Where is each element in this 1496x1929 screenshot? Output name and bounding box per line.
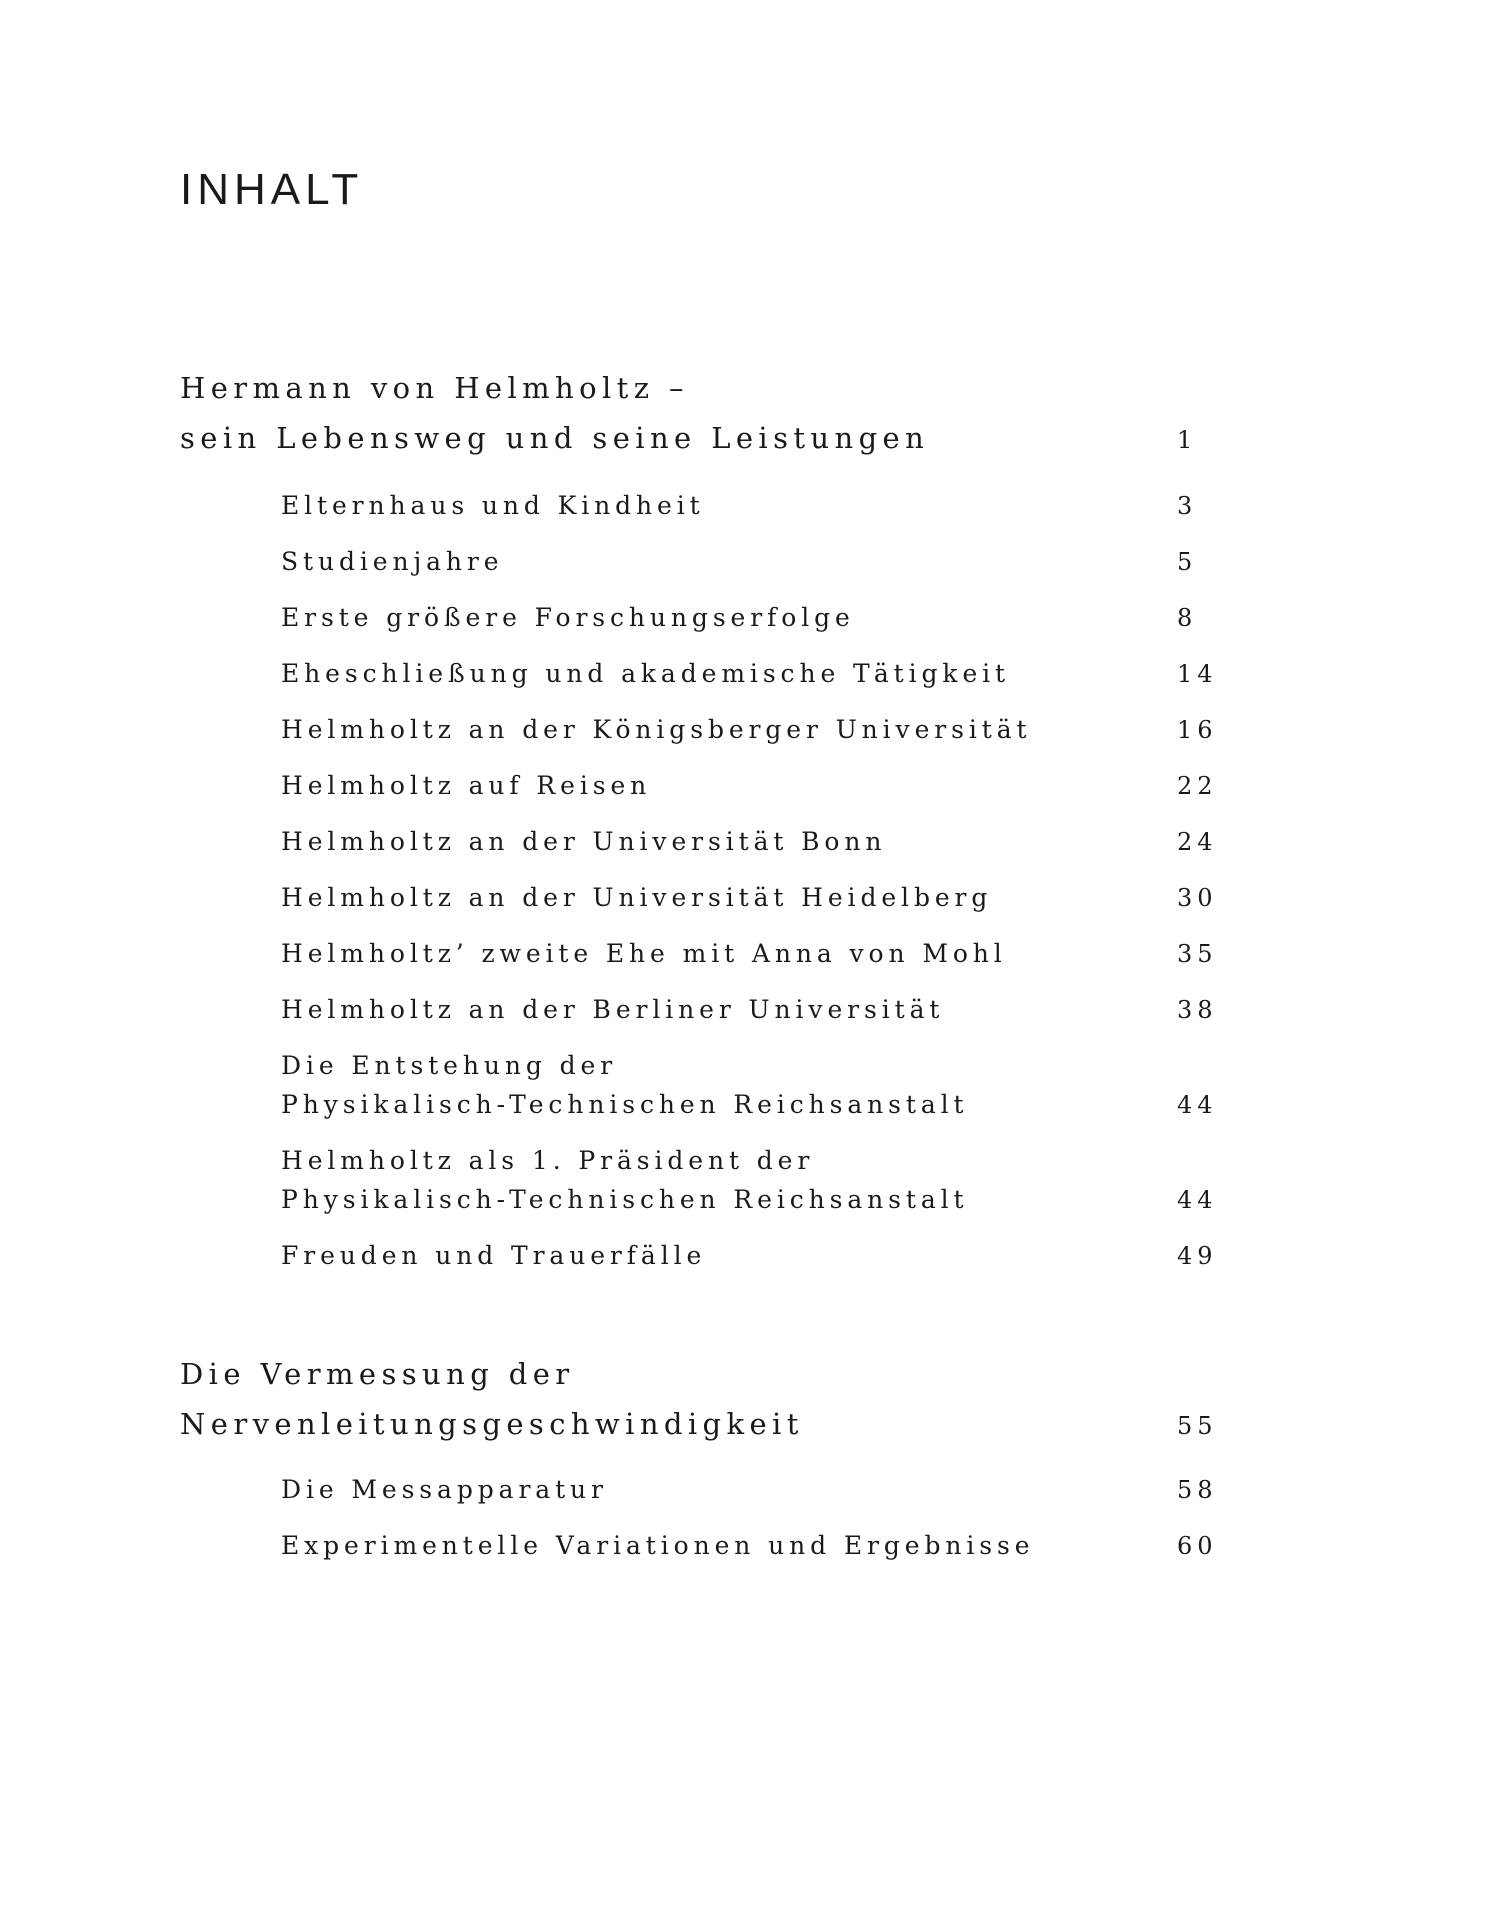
toc-page-number: 55 [1177,1412,1218,1440]
toc-entry-title: Helmholtz an der Universität Bonn [281,827,887,856]
toc-entry-title: Helmholtz an der Universität Heidelberg [281,883,993,912]
toc-section-title-line: sein Lebensweg und seine Leistungen [180,421,930,455]
toc-page-number: 3 [1177,492,1198,520]
toc-entry-title: Helmholtz an der Königsberger Universität [281,715,1032,744]
toc-page-number: 22 [1177,772,1218,800]
toc-page-number: 8 [1177,604,1198,632]
toc-entry-title: Die Entstehung der [281,1051,618,1080]
toc-entry-title: Helmholtz auf Reisen [281,771,652,800]
toc-entry-title: Elternhaus und Kindheit [281,491,705,520]
toc-page-number: 16 [1177,716,1218,744]
toc-entry-title: Helmholtz’ zweite Ehe mit Anna von Mohl [281,939,1007,968]
toc-entry-title: Freuden und Trauerfälle [281,1241,707,1270]
toc-page-number: 1 [1177,426,1198,454]
toc-page-number: 35 [1177,940,1218,968]
toc-page-number: 24 [1177,828,1218,856]
toc-entry-title: Studienjahre [281,547,504,576]
toc-page-number: 49 [1177,1242,1218,1270]
toc-entry-title: Eheschließung und akademische Tätigkeit [281,659,1010,688]
toc-page-number: 5 [1177,548,1198,576]
toc-page-number: 38 [1177,996,1218,1024]
toc-page-number: 30 [1177,884,1218,912]
toc-entry-title: Physikalisch-Technischen Reichsanstalt [281,1185,969,1214]
toc-entry-title: Physikalisch-Technischen Reichsanstalt [281,1090,969,1119]
toc-page-number: 58 [1177,1476,1218,1504]
toc-page-number: 60 [1177,1532,1218,1560]
page-title: INHALT [180,165,364,214]
toc-section-title-line: Nervenleitungsgeschwindigkeit [180,1407,804,1441]
toc-section-title-line: Die Vermessung der [180,1357,575,1391]
toc-page-number: 14 [1177,660,1218,688]
toc-page-number: 44 [1177,1186,1218,1214]
toc-page-number: 44 [1177,1091,1218,1119]
toc-entry-title: Erste größere Forschungserfolge [281,603,855,632]
toc-entry-title: Die Messapparatur [281,1475,608,1504]
toc-entry-title: Helmholtz an der Berliner Universität [281,995,945,1024]
toc-section-title-line: Hermann von Helmholtz – [180,371,689,405]
toc-entry-title: Experimentelle Variationen und Ergebnisse [281,1531,1035,1560]
toc-entry-title: Helmholtz als 1. Präsident der [281,1146,815,1175]
